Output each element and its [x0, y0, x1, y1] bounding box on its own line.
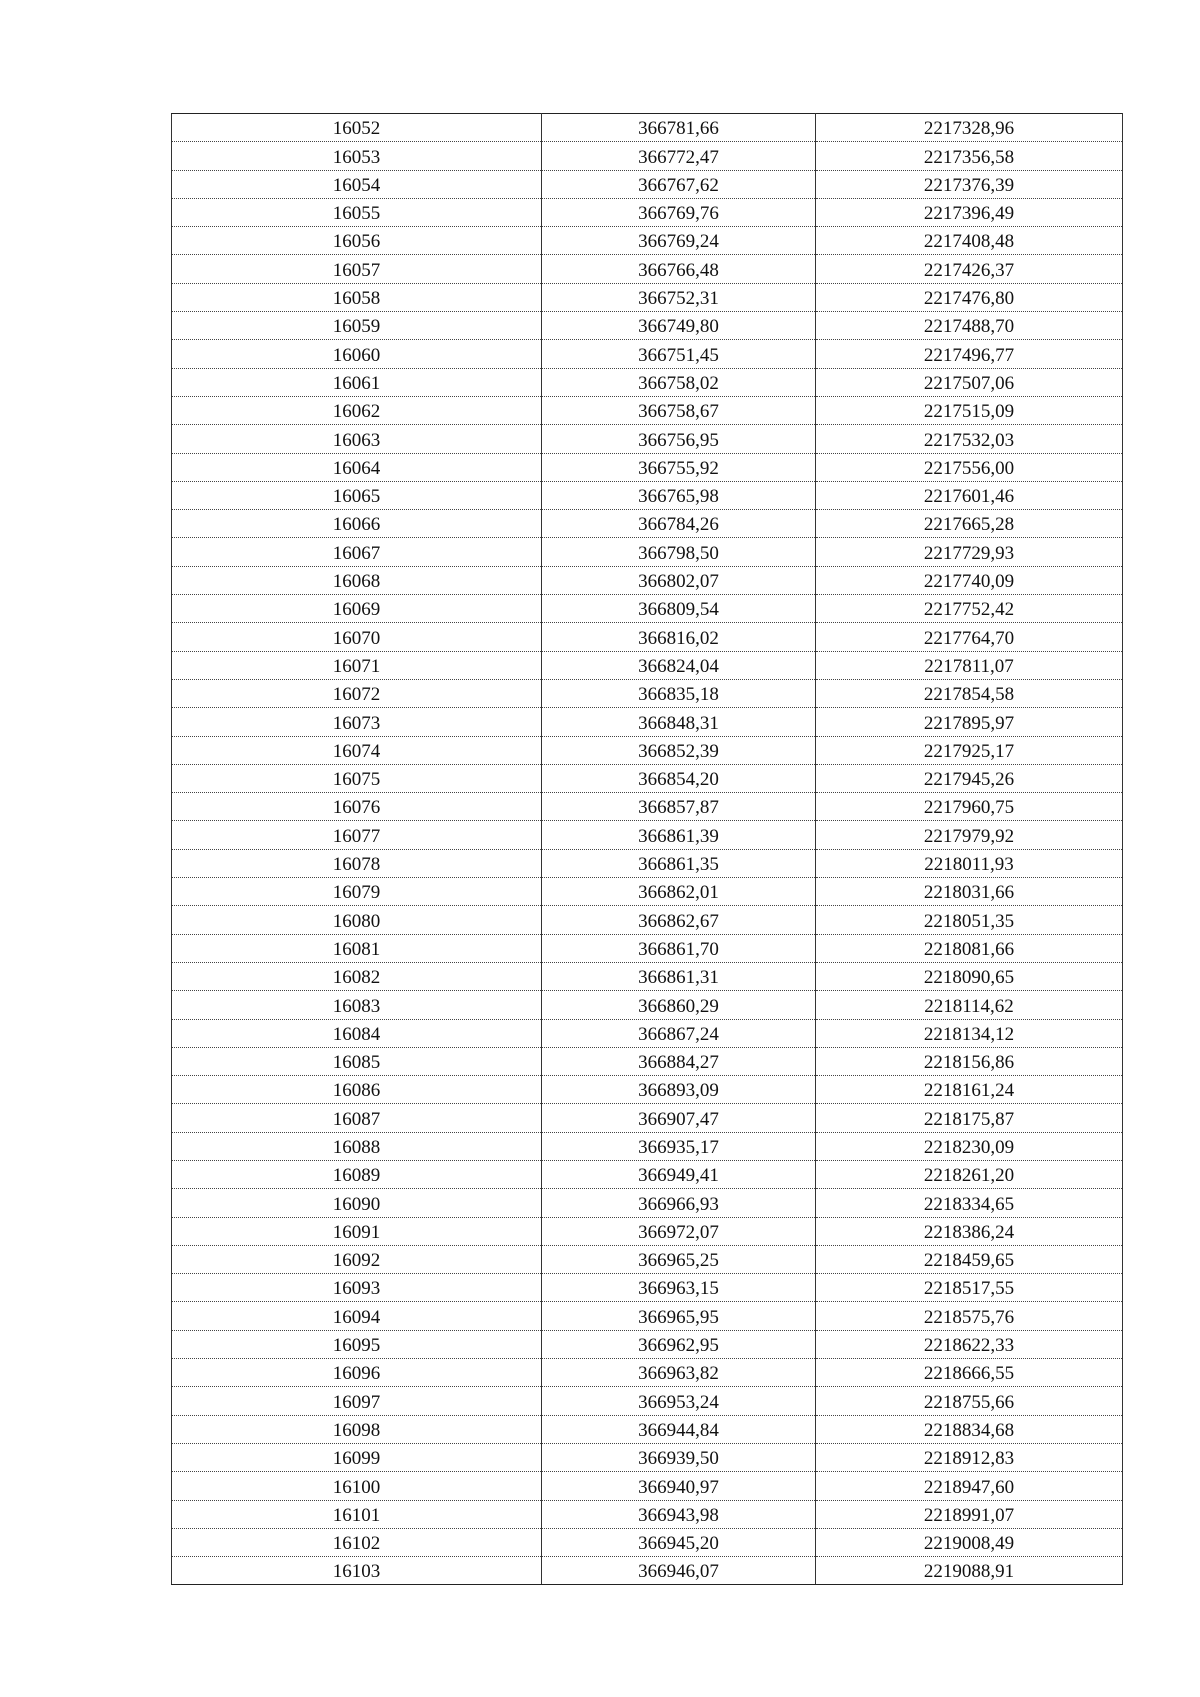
point-number-cell: 16089 — [172, 1160, 542, 1188]
point-number-cell: 16095 — [172, 1330, 542, 1358]
y-coordinate-cell: 2218517,55 — [816, 1274, 1123, 1302]
x-coordinate-cell: 366751,45 — [542, 340, 816, 368]
x-coordinate-cell: 366769,76 — [542, 198, 816, 226]
point-number-cell: 16078 — [172, 849, 542, 877]
table-row — [172, 198, 1123, 226]
y-coordinate-cell: 2218834,68 — [816, 1415, 1123, 1443]
table-row — [172, 1330, 1123, 1358]
x-coordinate-cell: 366861,35 — [542, 849, 816, 877]
y-coordinate-cell: 2217945,26 — [816, 764, 1123, 792]
table-row — [172, 1415, 1123, 1443]
table-row — [172, 708, 1123, 736]
y-coordinate-cell: 2218011,93 — [816, 849, 1123, 877]
point-number-cell: 16087 — [172, 1104, 542, 1132]
point-number-cell: 16091 — [172, 1217, 542, 1245]
y-coordinate-cell: 2217665,28 — [816, 510, 1123, 538]
y-coordinate-cell: 2217601,46 — [816, 481, 1123, 509]
table-row — [172, 1472, 1123, 1500]
x-coordinate-cell: 366966,93 — [542, 1189, 816, 1217]
table-row — [172, 849, 1123, 877]
y-coordinate-cell: 2217532,03 — [816, 425, 1123, 453]
table-row — [172, 1274, 1123, 1302]
table-row — [172, 1047, 1123, 1075]
y-coordinate-cell: 2219088,91 — [816, 1557, 1123, 1585]
table-row — [172, 283, 1123, 311]
y-coordinate-cell: 2218622,33 — [816, 1330, 1123, 1358]
y-coordinate-cell: 2218334,65 — [816, 1189, 1123, 1217]
table-row — [172, 255, 1123, 283]
x-coordinate-cell: 366944,84 — [542, 1415, 816, 1443]
point-number-cell: 16102 — [172, 1528, 542, 1556]
y-coordinate-cell: 2217752,42 — [816, 595, 1123, 623]
point-number-cell: 16084 — [172, 1019, 542, 1047]
x-coordinate-cell: 366862,01 — [542, 878, 816, 906]
table-row — [172, 538, 1123, 566]
point-number-cell: 16065 — [172, 481, 542, 509]
y-coordinate-cell: 2218912,83 — [816, 1443, 1123, 1471]
y-coordinate-cell: 2217925,17 — [816, 736, 1123, 764]
x-coordinate-cell: 366749,80 — [542, 312, 816, 340]
y-coordinate-cell: 2218156,86 — [816, 1047, 1123, 1075]
point-number-cell: 16069 — [172, 595, 542, 623]
y-coordinate-cell: 2217408,48 — [816, 227, 1123, 255]
table-row — [172, 425, 1123, 453]
table-row — [172, 1160, 1123, 1188]
table-row — [172, 142, 1123, 170]
point-number-cell: 16094 — [172, 1302, 542, 1330]
y-coordinate-cell: 2217328,96 — [816, 114, 1123, 142]
x-coordinate-cell: 366802,07 — [542, 566, 816, 594]
table-row — [172, 764, 1123, 792]
point-number-cell: 16081 — [172, 934, 542, 962]
y-coordinate-cell: 2217376,39 — [816, 170, 1123, 198]
x-coordinate-cell: 366945,20 — [542, 1528, 816, 1556]
y-coordinate-cell: 2217895,97 — [816, 708, 1123, 736]
x-coordinate-cell: 366781,66 — [542, 114, 816, 142]
y-coordinate-cell: 2218230,09 — [816, 1132, 1123, 1160]
point-number-cell: 16085 — [172, 1047, 542, 1075]
table-row — [172, 991, 1123, 1019]
point-number-cell: 16071 — [172, 651, 542, 679]
x-coordinate-cell: 366861,70 — [542, 934, 816, 962]
x-coordinate-cell: 366758,67 — [542, 396, 816, 424]
y-coordinate-cell: 2218031,66 — [816, 878, 1123, 906]
y-coordinate-cell: 2217515,09 — [816, 396, 1123, 424]
y-coordinate-cell: 2217496,77 — [816, 340, 1123, 368]
x-coordinate-cell: 366755,92 — [542, 453, 816, 481]
y-coordinate-cell: 2218575,76 — [816, 1302, 1123, 1330]
x-coordinate-cell: 366852,39 — [542, 736, 816, 764]
point-number-cell: 16057 — [172, 255, 542, 283]
y-coordinate-cell: 2217488,70 — [816, 312, 1123, 340]
table-row — [172, 1500, 1123, 1528]
point-number-cell: 16062 — [172, 396, 542, 424]
table-row — [172, 736, 1123, 764]
table-row — [172, 510, 1123, 538]
point-number-cell: 16072 — [172, 679, 542, 707]
x-coordinate-cell: 366965,95 — [542, 1302, 816, 1330]
table-row — [172, 1359, 1123, 1387]
table-row — [172, 170, 1123, 198]
x-coordinate-cell: 366940,97 — [542, 1472, 816, 1500]
x-coordinate-cell: 366953,24 — [542, 1387, 816, 1415]
x-coordinate-cell: 366809,54 — [542, 595, 816, 623]
x-coordinate-cell: 366862,67 — [542, 906, 816, 934]
x-coordinate-cell: 366835,18 — [542, 679, 816, 707]
y-coordinate-cell: 2218134,12 — [816, 1019, 1123, 1047]
point-number-cell: 16054 — [172, 170, 542, 198]
table-row — [172, 651, 1123, 679]
table-row — [172, 1189, 1123, 1217]
y-coordinate-cell: 2217507,06 — [816, 368, 1123, 396]
x-coordinate-cell: 366848,31 — [542, 708, 816, 736]
point-number-cell: 16075 — [172, 764, 542, 792]
x-coordinate-cell: 366766,48 — [542, 255, 816, 283]
x-coordinate-cell: 366935,17 — [542, 1132, 816, 1160]
table-row — [172, 481, 1123, 509]
table-row — [172, 934, 1123, 962]
x-coordinate-cell: 366949,41 — [542, 1160, 816, 1188]
point-number-cell: 16103 — [172, 1557, 542, 1585]
point-number-cell: 16063 — [172, 425, 542, 453]
table-row — [172, 878, 1123, 906]
table-row — [172, 396, 1123, 424]
y-coordinate-cell: 2218459,65 — [816, 1245, 1123, 1273]
x-coordinate-cell: 366758,02 — [542, 368, 816, 396]
table-row — [172, 821, 1123, 849]
x-coordinate-cell: 366972,07 — [542, 1217, 816, 1245]
table-row — [172, 368, 1123, 396]
x-coordinate-cell: 366769,24 — [542, 227, 816, 255]
table-row — [172, 1076, 1123, 1104]
table-row — [172, 227, 1123, 255]
coordinates-table — [171, 113, 1123, 1585]
table-row — [172, 1019, 1123, 1047]
point-number-cell: 16090 — [172, 1189, 542, 1217]
x-coordinate-cell: 366857,87 — [542, 793, 816, 821]
y-coordinate-cell: 2218386,24 — [816, 1217, 1123, 1245]
point-number-cell: 16070 — [172, 623, 542, 651]
point-number-cell: 16101 — [172, 1500, 542, 1528]
point-number-cell: 16098 — [172, 1415, 542, 1443]
y-coordinate-cell: 2217356,58 — [816, 142, 1123, 170]
x-coordinate-cell: 366861,39 — [542, 821, 816, 849]
x-coordinate-cell: 366884,27 — [542, 1047, 816, 1075]
y-coordinate-cell: 2217979,92 — [816, 821, 1123, 849]
y-coordinate-cell: 2218261,20 — [816, 1160, 1123, 1188]
table-row — [172, 312, 1123, 340]
y-coordinate-cell: 2217729,93 — [816, 538, 1123, 566]
point-number-cell: 16068 — [172, 566, 542, 594]
point-number-cell: 16093 — [172, 1274, 542, 1302]
y-coordinate-cell: 2217476,80 — [816, 283, 1123, 311]
y-coordinate-cell: 2218947,60 — [816, 1472, 1123, 1500]
point-number-cell: 16073 — [172, 708, 542, 736]
point-number-cell: 16064 — [172, 453, 542, 481]
x-coordinate-cell: 366854,20 — [542, 764, 816, 792]
point-number-cell: 16074 — [172, 736, 542, 764]
point-number-cell: 16067 — [172, 538, 542, 566]
y-coordinate-cell: 2218755,66 — [816, 1387, 1123, 1415]
y-coordinate-cell: 2217556,00 — [816, 453, 1123, 481]
x-coordinate-cell: 366963,82 — [542, 1359, 816, 1387]
table-row — [172, 595, 1123, 623]
table-row — [172, 1104, 1123, 1132]
point-number-cell: 16076 — [172, 793, 542, 821]
y-coordinate-cell: 2218161,24 — [816, 1076, 1123, 1104]
table-row — [172, 1245, 1123, 1273]
x-coordinate-cell: 366816,02 — [542, 623, 816, 651]
y-coordinate-cell: 2217960,75 — [816, 793, 1123, 821]
point-number-cell: 16059 — [172, 312, 542, 340]
point-number-cell: 16058 — [172, 283, 542, 311]
point-number-cell: 16096 — [172, 1359, 542, 1387]
table-row — [172, 453, 1123, 481]
table-row — [172, 340, 1123, 368]
point-number-cell: 16099 — [172, 1443, 542, 1471]
point-number-cell: 16082 — [172, 962, 542, 990]
table-row — [172, 906, 1123, 934]
x-coordinate-cell: 366824,04 — [542, 651, 816, 679]
y-coordinate-cell: 2218090,65 — [816, 962, 1123, 990]
point-number-cell: 16083 — [172, 991, 542, 1019]
table-row — [172, 1528, 1123, 1556]
x-coordinate-cell: 366946,07 — [542, 1557, 816, 1585]
y-coordinate-cell: 2217764,70 — [816, 623, 1123, 651]
y-coordinate-cell: 2219008,49 — [816, 1528, 1123, 1556]
y-coordinate-cell: 2217426,37 — [816, 255, 1123, 283]
table-row — [172, 566, 1123, 594]
y-coordinate-cell: 2217811,07 — [816, 651, 1123, 679]
x-coordinate-cell: 366939,50 — [542, 1443, 816, 1471]
point-number-cell: 16060 — [172, 340, 542, 368]
point-number-cell: 16100 — [172, 1472, 542, 1500]
point-number-cell: 16092 — [172, 1245, 542, 1273]
point-number-cell: 16053 — [172, 142, 542, 170]
table-row — [172, 793, 1123, 821]
x-coordinate-cell: 366756,95 — [542, 425, 816, 453]
table-row — [172, 623, 1123, 651]
x-coordinate-cell: 366798,50 — [542, 538, 816, 566]
table-row — [172, 1557, 1123, 1585]
point-number-cell: 16055 — [172, 198, 542, 226]
point-number-cell: 16066 — [172, 510, 542, 538]
point-number-cell: 16086 — [172, 1076, 542, 1104]
x-coordinate-cell: 366965,25 — [542, 1245, 816, 1273]
table-row — [172, 1302, 1123, 1330]
point-number-cell: 16077 — [172, 821, 542, 849]
x-coordinate-cell: 366861,31 — [542, 962, 816, 990]
point-number-cell: 16056 — [172, 227, 542, 255]
y-coordinate-cell: 2218051,35 — [816, 906, 1123, 934]
x-coordinate-cell: 366860,29 — [542, 991, 816, 1019]
y-coordinate-cell: 2217396,49 — [816, 198, 1123, 226]
point-number-cell: 16080 — [172, 906, 542, 934]
table-row — [172, 1387, 1123, 1415]
table-row — [172, 962, 1123, 990]
coordinates-table-body — [172, 114, 1123, 1585]
y-coordinate-cell: 2218666,55 — [816, 1359, 1123, 1387]
y-coordinate-cell: 2218175,87 — [816, 1104, 1123, 1132]
x-coordinate-cell: 366752,31 — [542, 283, 816, 311]
x-coordinate-cell: 366765,98 — [542, 481, 816, 509]
y-coordinate-cell: 2217854,58 — [816, 679, 1123, 707]
table-row — [172, 1443, 1123, 1471]
table-row — [172, 679, 1123, 707]
y-coordinate-cell: 2217740,09 — [816, 566, 1123, 594]
point-number-cell: 16079 — [172, 878, 542, 906]
x-coordinate-cell: 366772,47 — [542, 142, 816, 170]
point-number-cell: 16088 — [172, 1132, 542, 1160]
x-coordinate-cell: 366943,98 — [542, 1500, 816, 1528]
x-coordinate-cell: 366963,15 — [542, 1274, 816, 1302]
point-number-cell: 16061 — [172, 368, 542, 396]
point-number-cell: 16097 — [172, 1387, 542, 1415]
table-row — [172, 1132, 1123, 1160]
x-coordinate-cell: 366962,95 — [542, 1330, 816, 1358]
x-coordinate-cell: 366867,24 — [542, 1019, 816, 1047]
y-coordinate-cell: 2218114,62 — [816, 991, 1123, 1019]
x-coordinate-cell: 366784,26 — [542, 510, 816, 538]
y-coordinate-cell: 2218991,07 — [816, 1500, 1123, 1528]
x-coordinate-cell: 366893,09 — [542, 1076, 816, 1104]
point-number-cell: 16052 — [172, 114, 542, 142]
table-row — [172, 1217, 1123, 1245]
x-coordinate-cell: 366907,47 — [542, 1104, 816, 1132]
table-row — [172, 114, 1123, 142]
x-coordinate-cell: 366767,62 — [542, 170, 816, 198]
y-coordinate-cell: 2218081,66 — [816, 934, 1123, 962]
